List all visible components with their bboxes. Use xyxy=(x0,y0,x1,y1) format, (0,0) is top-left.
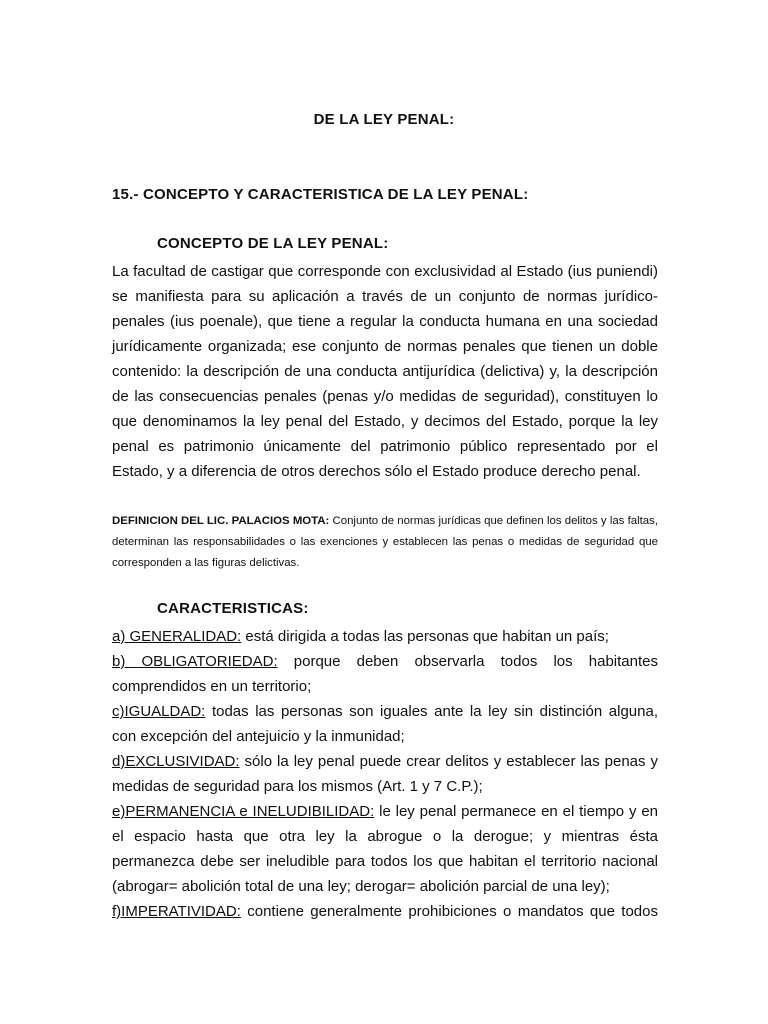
characteristics-heading: CARACTERISTICAS: xyxy=(157,600,309,617)
characteristic-text: contiene generalmente prohibiciones o mandatos que todos xyxy=(240,903,658,920)
characteristic-item xyxy=(112,749,658,799)
characteristic-text: le ley penal permanece en el tiempo y en el espacio hasta que otra ley la abrogue o la derogue; y mientras ésta permanezca debe ser ineludible para todos los que habitan el territorio nacional (abrogar= abolición total de una ley; derogar= abolición parcial de una ley); xyxy=(112,803,659,895)
characteristic-label: a) GENERALIDAD: xyxy=(112,628,242,645)
characteristic-item xyxy=(112,649,658,699)
concept-paragraph: La facultad de castigar que corresponde con exclusividad al Estado (ius puniendi) se manifiesta para su aplicación a través de un conjunto de normas jurídico-penales (ius poenale), que tiene a regular la conducta humana en una sociedad jurídicamente organizada; ese conjunto de normas penales que tienen un doble contenido: la descripción de una conducta antijurídica (delictiva) y, la descripción de las consecuencias penales (penas y/o medidas de seguridad), constituyen lo que denominamos la ley penal del Estado, y decimos del Estado, porque la ley penal es patrimonio únicamente del patrimonio público representado por el Estado, y a diferencia de otros derechos sólo el Estado produce derecho penal. xyxy=(112,263,658,480)
section-heading: 15.- CONCEPTO Y CARACTERISTICA DE LA LEY PENAL: xyxy=(112,186,529,203)
characteristic-label: d)EXCLUSIVIDAD: xyxy=(112,753,240,770)
concept-heading: CONCEPTO DE LA LEY PENAL: xyxy=(157,235,389,252)
characteristic-label: c)IGUALDAD: xyxy=(112,703,206,720)
characteristic-label: e)PERMANENCIA e INELUDIBILIDAD: xyxy=(112,803,375,820)
definition-paragraph xyxy=(112,511,658,574)
characteristic-item xyxy=(112,899,658,924)
characteristic-label: b) OBLIGATORIEDAD: xyxy=(112,653,278,670)
characteristic-label: f)IMPERATIVIDAD: xyxy=(112,903,241,920)
characteristic-item xyxy=(112,699,658,749)
definition-text: Conjunto de normas jurídicas que definen los delitos y las faltas, determinan las responsabilidades o las exenciones y establecen las penas o medidas de seguridad que corresponden a las figuras delictivas. xyxy=(112,515,658,569)
characteristic-text: está dirigida a todas las personas que habitan un país; xyxy=(241,628,609,645)
characteristic-text: todas las personas son iguales ante la ley sin distinción alguna, con excepción del antejuicio y la inmunidad; xyxy=(112,703,658,745)
characteristic-text: sólo la ley penal puede crear delitos y establecer las penas y medidas de seguridad para los mismos (Art. 1 y 7 C.P.); xyxy=(112,753,658,795)
characteristic-item xyxy=(112,624,658,649)
characteristic-item xyxy=(112,799,658,899)
characteristic-text: porque deben observarla todos los habitantes comprendidos en un territorio; xyxy=(112,653,658,695)
document-title: DE LA LEY PENAL: xyxy=(313,111,455,128)
characteristics-list xyxy=(112,624,658,924)
definition-label: DEFINICION DEL LIC. PALACIOS MOTA: xyxy=(112,515,330,527)
